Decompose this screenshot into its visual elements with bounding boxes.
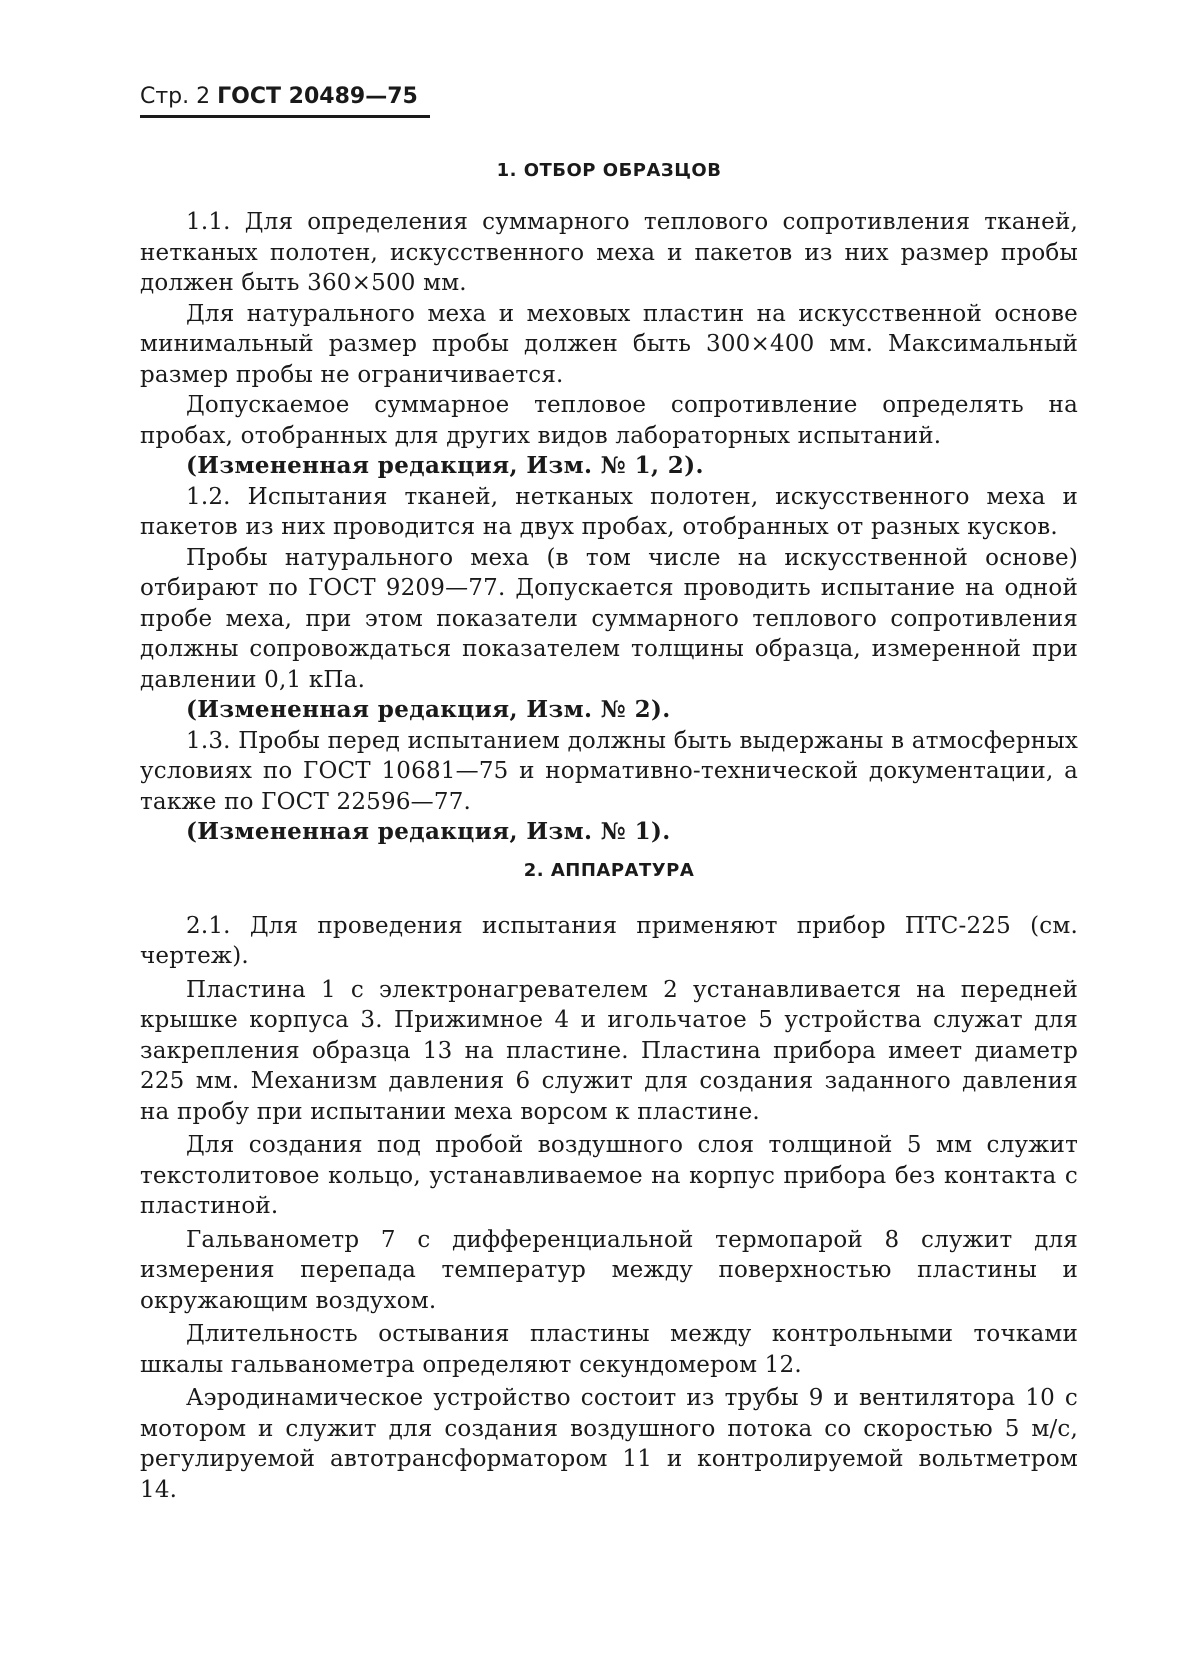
paragraph-2-1-plate: Пластина 1 с электронагревателем 2 устанавливается на передней крышке корпуса 3. Прижимное 4 и игольчатое 5 устройства служат для закрепления образца 13 на пластине. Пластина прибора имеет диаметр 225 мм. Механизм давления 6 служит для создания заданного давления на пробу при испытании меха ворсом к пластине. (140, 976, 1078, 1125)
amendment-note: (Измененная редакция, Изм. № 2). (186, 696, 671, 723)
paragraph-2-1-galvanometer: Гальванометр 7 с дифференциальной термопарой 8 служит для измерения перепада температур между поверхностью пластины и окружающим воздухом. (140, 1226, 1078, 1314)
section-1-title: 1. ОТБОР ОБРАЗЦОВ (496, 160, 722, 181)
section-2-title: 2. АППАРАТУРА (523, 859, 695, 881)
paragraph-1-1-allowed: Допускаемое суммарное тепловое сопротивление определять на пробах, отобранных для других видов лабораторных испытаний. (140, 392, 1078, 449)
paragraph-1-1-natural-fur: Для натурального меха и меховых пластин на искусственной основе минимальный размер пробы должен быть 300×400 мм. Максимальный размер пробы не ограничивается. (140, 300, 1078, 388)
paragraph-2-1-ring: Для создания под пробой воздушного слоя толщиной 5 мм служит текстолитовое кольцо, устанавливаемое на корпус прибора без контакта с пластиной. (140, 1132, 1078, 1219)
paragraph-1-2: 1.2. Испытания тканей, нетканых полотен, искусственного меха и пакетов из них проводится на двух пробах, отобранных от разных кусков. (140, 483, 1078, 540)
paragraph-2-1-stopwatch: Длительность остывания пластины между контрольными точками шкалы гальванометра определяют секундомером 12. (140, 1321, 1078, 1378)
paragraph-1-2-natural-fur: Пробы натурального меха (в том числе на искусственной основе) отбирают по ГОСТ 9209—77. Допускается проводить испытание на одной пробе меха, при этом показатели суммарного теплового сопротивления должны сопровождаться показателем толщины образца, измеренной при давлении 0,1 кПа. (140, 544, 1078, 693)
paragraph-1-3: 1.3. Пробы перед испытанием должны быть выдержаны в атмосферных условиях по ГОСТ 10681—75 и нормативно-технической документации, а также по ГОСТ 22596—77. (140, 727, 1078, 815)
standard-number: ГОСТ 20489—75 (217, 84, 418, 109)
paragraph-1-1: 1.1. Для определения суммарного теплового сопротивления тканей, нетканых полотен, искусственного меха и пакетов из них размер пробы должен быть 360×500 мм. (140, 209, 1078, 296)
page-header (140, 84, 430, 118)
amendment-note: (Измененная редакция, Изм. № 1). (186, 818, 671, 845)
page-number: Стр. 2 (140, 84, 211, 109)
paragraph-2-1: 2.1. Для проведения испытания применяют прибор ПТС-225 (см. чертеж). (140, 912, 1078, 969)
paragraph-2-1-aerodynamic: Аэродинамическое устройство состоит из трубы 9 и вентилятора 10 с мотором и служит для создания воздушного потока со скоростью 5 м/с, регулируемой автотрансформатором 11 и контролируемой вольтметром 14. (140, 1385, 1078, 1503)
document-page (140, 84, 1078, 1505)
amendment-note: (Измененная редакция, Изм. № 1, 2). (186, 452, 704, 479)
